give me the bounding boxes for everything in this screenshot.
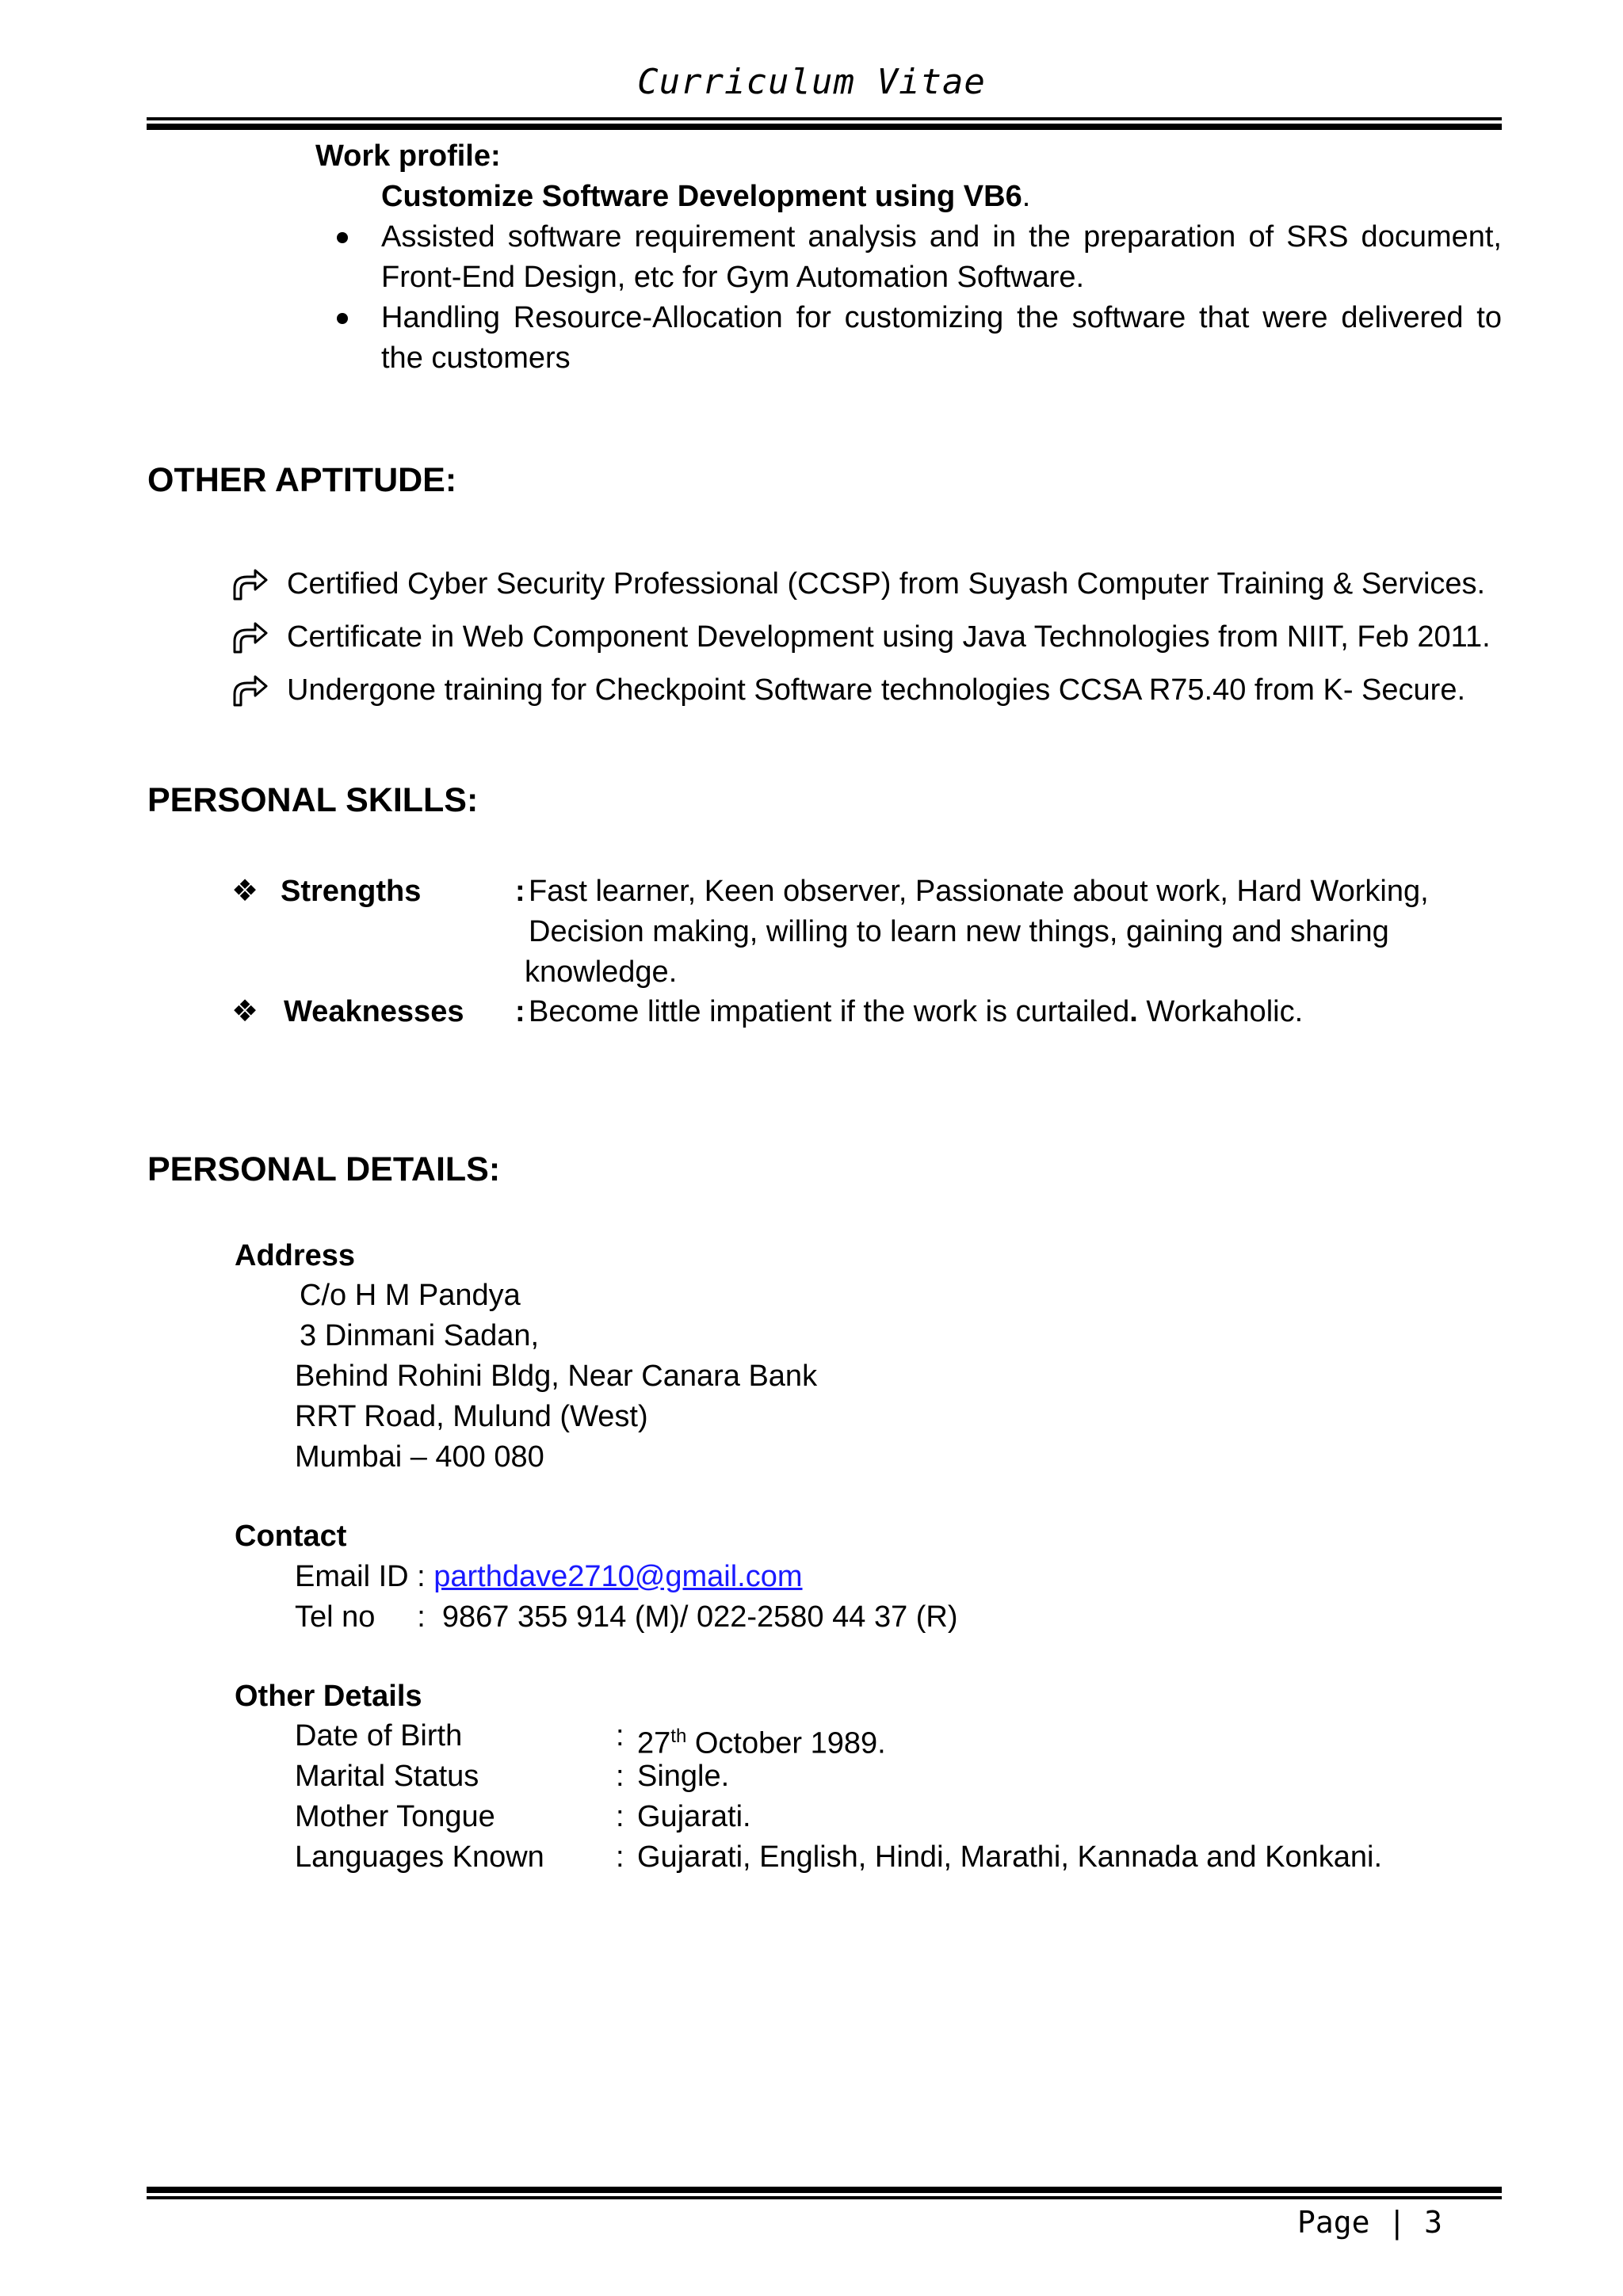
four-diamond-bullet-icon: ❖ [231, 875, 259, 908]
work-profile-bullets [329, 217, 1502, 379]
detail-label: Date of Birth [295, 1719, 463, 1753]
footer-rule-thin [147, 2196, 1502, 2199]
header-title: Curriculum Vitae [637, 62, 986, 102]
work-profile-subheading [381, 177, 1030, 217]
weaknesses-label: Weaknesses [284, 995, 464, 1028]
list-item [231, 670, 1491, 723]
email-label: Email ID : [295, 1560, 434, 1593]
address-line-1: C/o H M Pandya [300, 1279, 521, 1312]
curved-arrow-icon [231, 567, 268, 601]
tel-row [295, 1597, 958, 1638]
footer-rule-thick [147, 2187, 1502, 2193]
detail-colon: : [616, 1760, 624, 1793]
detail-value: Single. [637, 1760, 730, 1793]
bullet-icon [337, 232, 348, 243]
bullet-icon [337, 313, 348, 324]
detail-colon: : [616, 1840, 624, 1874]
address-line-3: Behind Rohini Bldg, Near Canara Bank [295, 1360, 818, 1393]
other-aptitude-list [231, 564, 1491, 723]
strengths-colon: : [515, 875, 525, 908]
detail-label: Marital Status [295, 1760, 479, 1793]
work-profile-subheading-suffix: . [1022, 180, 1031, 213]
email-row [295, 1557, 803, 1597]
detail-row-languages [0, 1837, 1506, 1878]
tel-value: 9867 355 914 (M)/ 022-2580 44 37 (R) [441, 1600, 958, 1634]
four-diamond-bullet-icon: ❖ [231, 995, 259, 1028]
personal-details-title: PERSONAL DETAILS: [147, 1150, 501, 1188]
curved-arrow-icon [231, 620, 268, 654]
aptitude-text: Undergone training for Checkpoint Software technologies CCSA R75.40 from K- Secure. [287, 673, 1466, 707]
dob-ordinal: th [670, 1726, 687, 1747]
detail-label: Mother Tongue [295, 1800, 495, 1833]
detail-colon: : [616, 1800, 624, 1833]
email-link[interactable]: parthdave2710@gmail.com [433, 1560, 803, 1593]
bullet-text: Handling Resource-Allocation for customizing the software that were delivered to the customers [381, 301, 1502, 375]
dob-day: 27 [637, 1726, 671, 1760]
detail-value: Gujarati, English, Hindi, Marathi, Kannada and Konkani. [637, 1840, 1382, 1874]
curved-arrow-icon [231, 673, 268, 707]
address-line-4: RRT Road, Mulund (West) [295, 1400, 648, 1433]
other-aptitude-title: OTHER APTITUDE: [147, 461, 457, 499]
work-profile-heading: Work profile: [315, 139, 501, 173]
weaknesses-row [231, 992, 1499, 1035]
detail-row-marital [0, 1756, 1506, 1797]
page-number: Page | 3 [1297, 2205, 1443, 2240]
dob-rest: October 1989. [686, 1726, 886, 1760]
list-item [329, 298, 1502, 379]
strengths-label: Strengths [281, 875, 422, 908]
strengths-line-2: Decision making, willing to learn new things, gaining and sharing [529, 915, 1389, 948]
detail-row-tongue [0, 1797, 1506, 1837]
tel-label: Tel no : [295, 1600, 442, 1634]
strengths-line-3: knowledge. [525, 955, 678, 989]
weaknesses-colon: : [515, 995, 525, 1028]
aptitude-text: Certificate in Web Component Development using Java Technologies from NIIT, Feb 2011. [287, 620, 1491, 654]
header-rule-thick [147, 124, 1502, 130]
detail-value: Gujarati. [637, 1800, 751, 1833]
strengths-line-1: Fast learner, Keen observer, Passionate about work, Hard Working, [529, 875, 1429, 908]
other-details-label: Other Details [235, 1680, 422, 1713]
weaknesses-text-a: Become little impatient if the work is curtailed [529, 995, 1130, 1028]
detail-label: Languages Known [295, 1840, 544, 1874]
detail-colon: : [616, 1719, 624, 1753]
bullet-text: Assisted software requirement analysis and in the preparation of SRS document, Front-End Design, etc for Gym Automation Software. [381, 220, 1502, 294]
address-line-2: 3 Dinmani Sadan, [300, 1319, 540, 1352]
strengths-row [231, 871, 1499, 998]
list-item [231, 617, 1491, 670]
list-item [231, 564, 1491, 617]
weaknesses-text-b: Workaholic. [1137, 995, 1304, 1028]
contact-label: Contact [235, 1520, 347, 1553]
weaknesses-text [529, 992, 1303, 1032]
personal-skills-title: PERSONAL SKILLS: [147, 781, 479, 819]
aptitude-text: Certified Cyber Security Professional (CCSP) from Suyash Computer Training & Services. [287, 567, 1486, 601]
list-item [329, 217, 1502, 298]
address-line-5: Mumbai – 400 080 [295, 1440, 544, 1474]
header-rule-thin [147, 117, 1502, 120]
weaknesses-text-dot: . [1129, 995, 1138, 1028]
detail-row-dob [0, 1716, 1506, 1760]
work-profile-subheading-text: Customize Software Development using VB6 [381, 180, 1022, 213]
address-label: Address [235, 1239, 356, 1272]
